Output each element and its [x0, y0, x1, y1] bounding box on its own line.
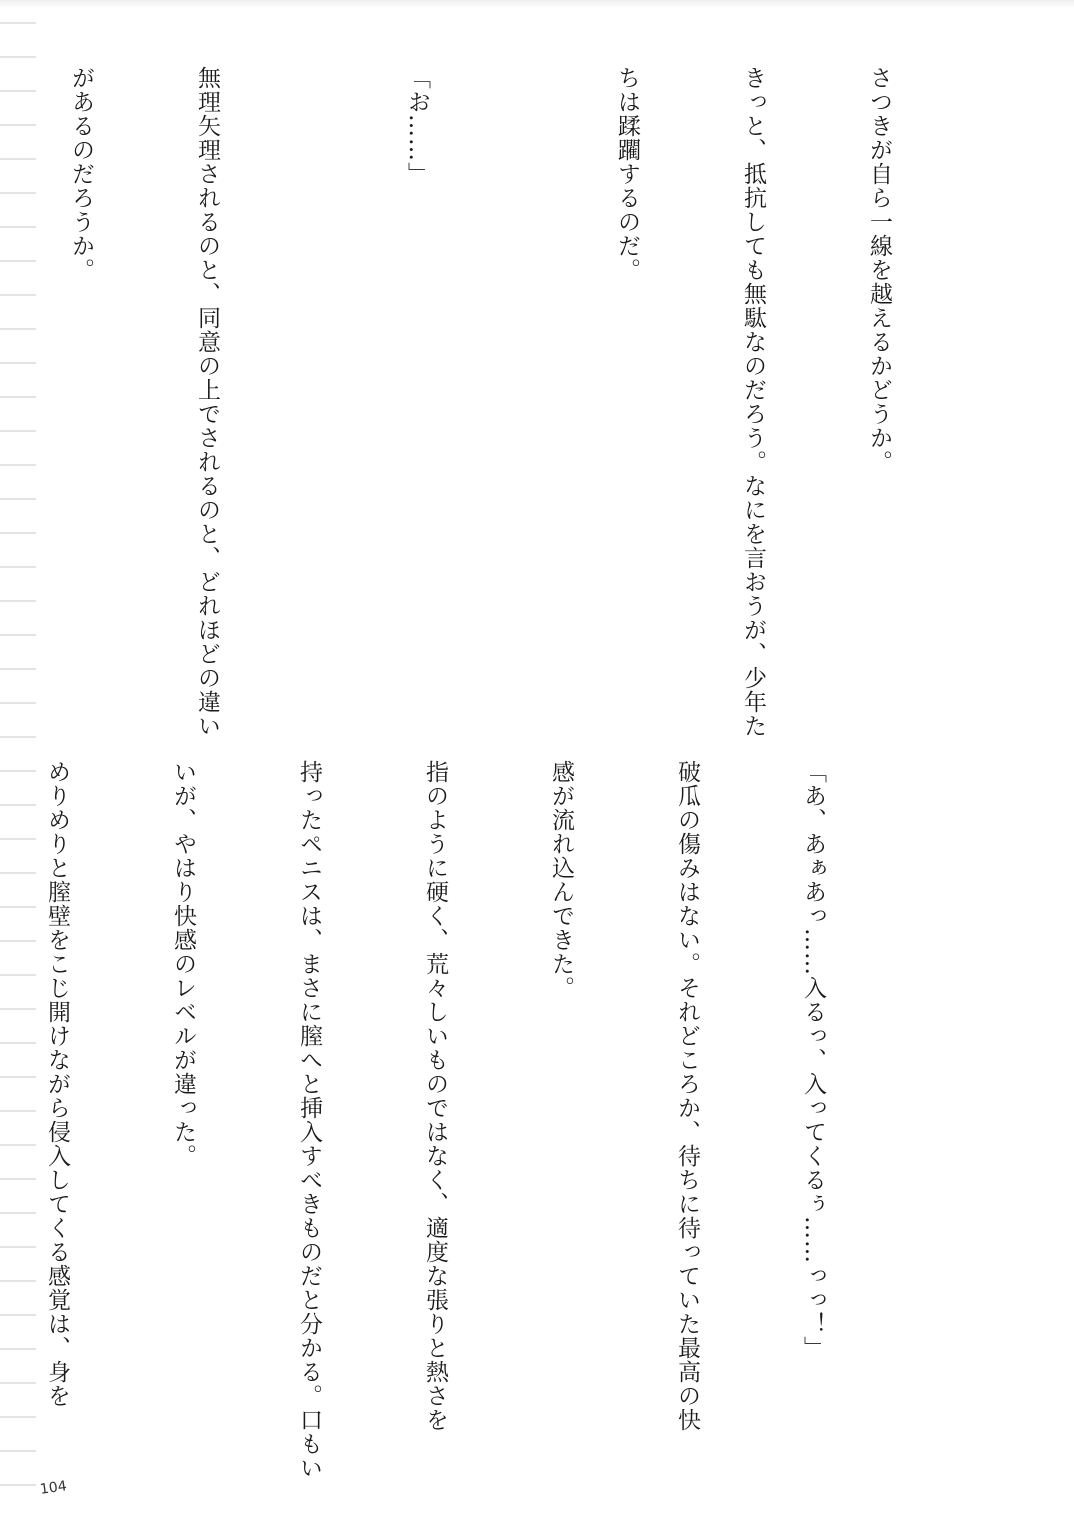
- page-top-edge: [0, 0, 1074, 8]
- text-line: 指のように硬く、荒々しいものではなく、適度な張りと熱さを: [422, 760, 448, 1432]
- text-line: 「お……」: [404, 66, 430, 186]
- text-line: ちは蹂躙するのだ。: [614, 66, 640, 282]
- text-line: 無理矢理されるのと、同意の上でされるのと、どれほどの違い: [194, 66, 220, 738]
- lower-text-block: [44, 760, 918, 1480]
- text-line: めりめりと膣壁をこじ開けながら侵入してくる感覚は、身を: [44, 760, 70, 1408]
- text-line: 「あ、あぁあっ……入るっ、入ってくるぅ……っっ！」: [800, 760, 826, 1360]
- text-line: 持ったペニスは、まさに膣へと挿入すべきものだと分かる。口もい: [296, 760, 322, 1480]
- text-line: いが、やはり快感のレベルが違った。: [170, 760, 196, 1168]
- text-line: きっと、抵抗しても無駄なのだろう。なにを言おうが、少年た: [740, 66, 766, 738]
- upper-text-block: [68, 66, 984, 738]
- text-line: があるのだろうか。: [68, 66, 94, 282]
- text-line: 感が流れ込んできた。: [548, 760, 574, 1000]
- page-number: 104: [39, 1478, 68, 1498]
- text-line: さつきが自ら一線を越えるかどうか。: [866, 66, 892, 474]
- text-line: 破瓜の傷みはない。それどころか、待ちに待っていた最高の快: [674, 760, 700, 1432]
